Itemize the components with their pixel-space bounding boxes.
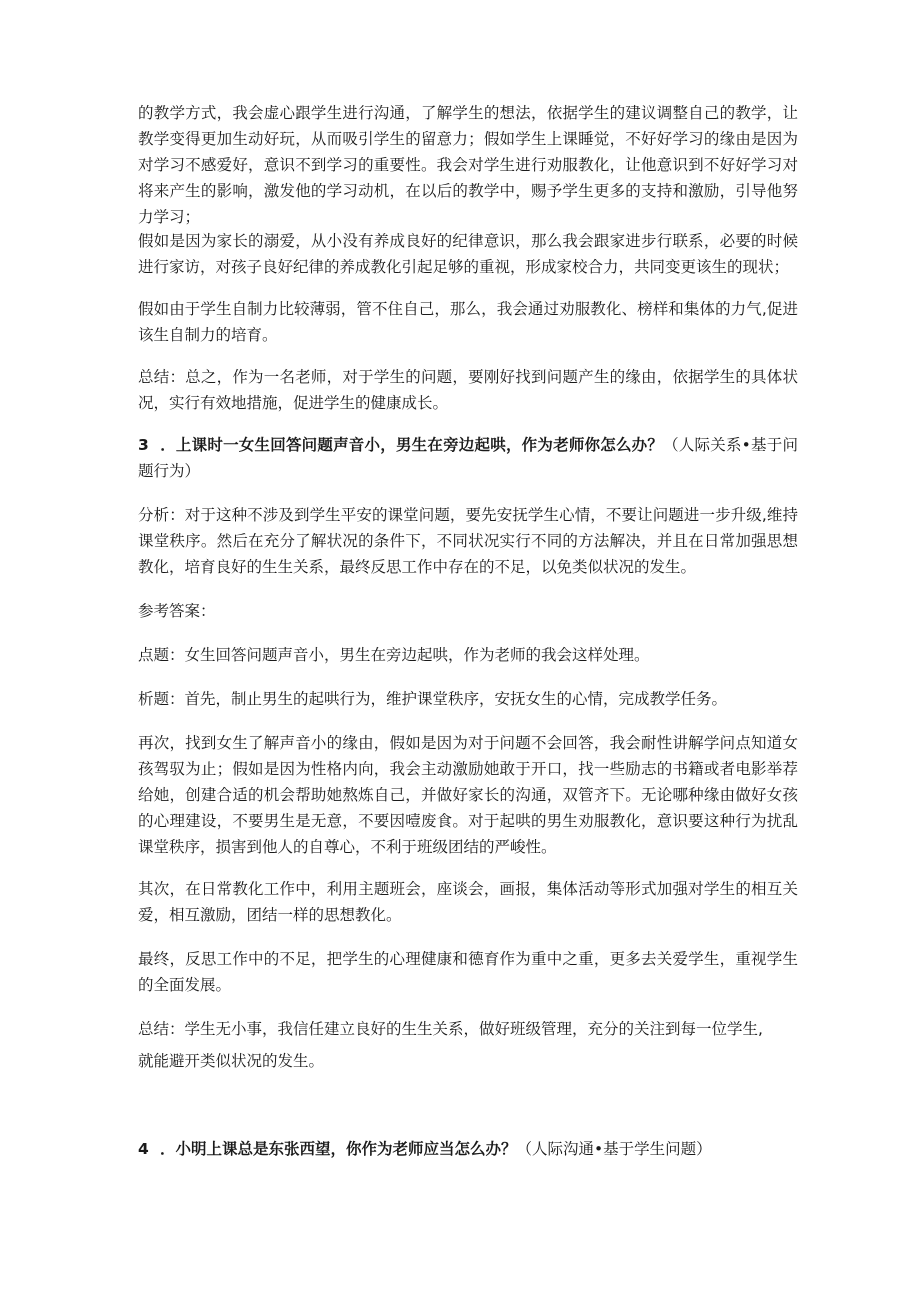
question-3-title: ．上课时一女生回答问题声音小，男生在旁边起哄，作为老师你怎么办？ (160, 436, 664, 454)
paragraph-self-control: 假如由于学生自制力比较薄弱，管不住自己，那么，我会通过劝服教化、榜样和集体的力气,促进该生自制力的培育。 (138, 300, 798, 344)
paragraph-second-step: 再次，找到女生了解声音小的缘由，假如是因为对于问题不会回答，我会耐性讲解学问点知道女孩驾驭为止；假如是因为性格内向，我会主动激励她敢于开口，找一些励志的书籍或者电影举荐给她，创建合适的机会帮助她熬炼自己，并做好家长的沟通，双管齐下。无论哪种缘由做好女孩的心理建设，不要男生是无意，不要因噎废食。对于起哄的男生劝服教化，意识要这种行为扰乱课堂秩序，损害到他人的自尊心，不利于班级团结的严峻性。 (138, 734, 798, 856)
question-4-title: ．小明上课总是东张西望，你作为老师应当怎么办？ (160, 1140, 517, 1158)
paragraph-summary-2-line2: 就能避开类似状况的发生。 (138, 1052, 325, 1070)
paragraph-reference-answer-label: 参考答案： (138, 602, 216, 620)
paragraph-analyze-topic: 析题：首先，制止男生的起哄行为，维护课堂秩序，安抚女生的心情，完成教学任务。 (138, 690, 728, 708)
question-3-number: 3 (138, 436, 149, 454)
paragraph-third-step: 其次，在日常教化工作中，利用主题班会，座谈会，画报，集体活动等形式加强对学生的相互关爱，相互激励，团结一样的思想教化。 (138, 880, 798, 924)
paragraph-final-step: 最终，反思工作中的不足，把学生的心理健康和德育作为重中之重，更多去关爱学生，重视学生的全面发展。 (138, 950, 798, 994)
question-4-number: 4 (138, 1140, 149, 1158)
question-4-tag: （人际沟通•基于学生问题） (516, 1140, 712, 1158)
question-4-heading (138, 1136, 798, 1162)
paragraph-teaching-method: 的教学方式，我会虚心跟学生进行沟通，了解学生的想法，依据学生的建议调整自己的教学，让教学变得更加生动好玩，从而吸引学生的留意力；假如学生上课睡觉，不好好学习的缘由是因为对学习不感爱好，意识不到学习的重要性。我会对学生进行劝服教化，让他意识到不好好学习对将来产生的影响，激发他的学习动机，在以后的教学中，赐予学生更多的支持和激励，引导他努力学习； (138, 104, 798, 226)
paragraph-parent-spoiling: 假如是因为家长的溺爱，从小没有养成良好的纪律意识，那么我会跟家进步行联系，必要的时候进行家访，对孩子良好纪律的养成教化引起足够的重视，形成家校合力，共同变更该生的现状； (138, 232, 798, 276)
paragraph-summary-2-line1: 总结：学生无小事，我信任建立良好的生生关系，做好班级管理，充分的关注到每一位学生, (138, 1020, 763, 1038)
paragraph-summary-1: 总结：总之，作为一名老师，对于学生的问题，要刚好找到问题产生的缘由，依据学生的具体状况，实行有效地措施，促进学生的健康成长。 (138, 368, 798, 412)
question-3-tag: （人际关系•基于问题行为） (138, 436, 798, 480)
paragraph-analysis: 分析：对于这种不涉及到学生平安的课堂问题，要先安抚学生心情，不要让问题进一步升级,维持课堂秩序。然后在充分了解状况的条件下，不同状况实行不同的方法解决，并且在日常加强思想教化，培育良好的生生关系，最终反思工作中存在的不足，以免类似状况的发生。 (138, 506, 798, 576)
paragraph-point-topic: 点题：女生回答问题声音小，男生在旁边起哄，作为老师的我会这样处理。 (138, 646, 650, 664)
question-3-heading (138, 432, 798, 484)
